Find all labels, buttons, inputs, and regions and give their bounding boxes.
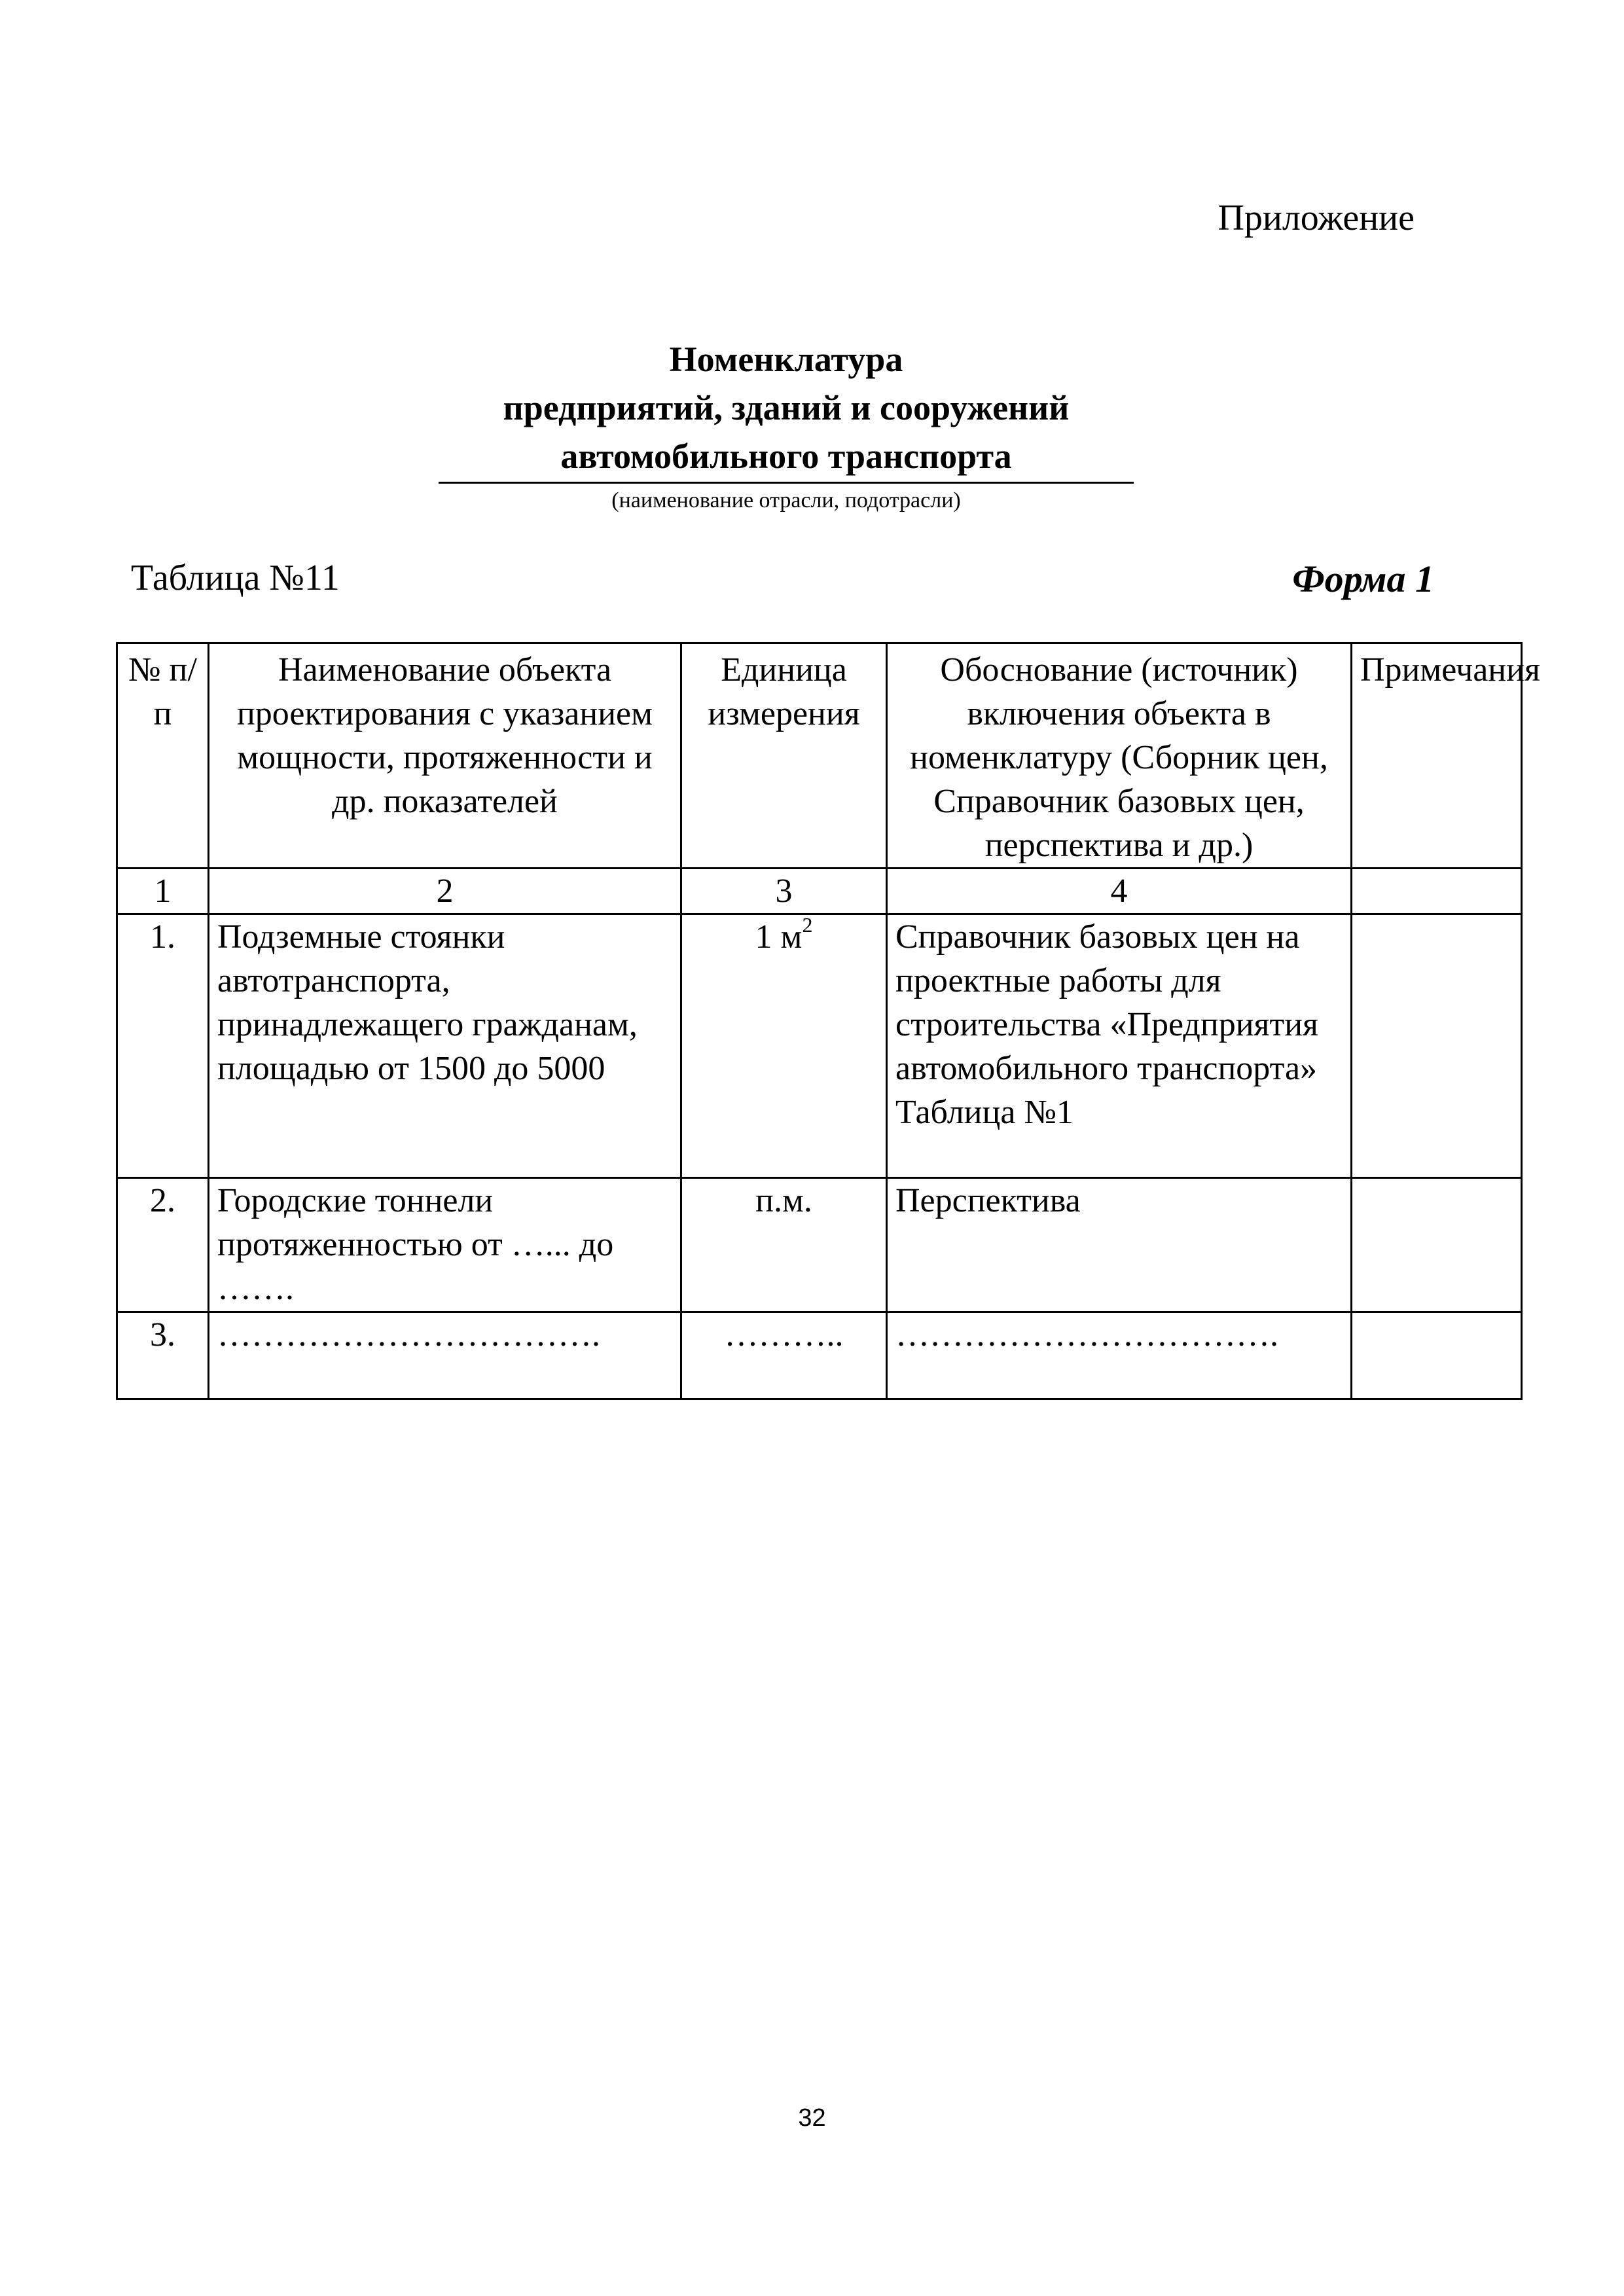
- title-line-3: автомобильного транспорта: [439, 432, 1134, 484]
- unit-text: 1 м: [755, 918, 803, 956]
- header-cell-unit: Единица измерения: [681, 643, 887, 869]
- unit-superscript: 2: [802, 912, 813, 937]
- row-source-cell: …………………………….: [887, 1312, 1352, 1399]
- row-note-cell: [1352, 914, 1522, 1178]
- header-cell-number: № п/п: [117, 643, 209, 869]
- column-number-cell: 2: [209, 869, 681, 914]
- page-number: 32: [798, 2104, 826, 2132]
- row-unit-cell: п.м.: [681, 1178, 887, 1312]
- form-label: Форма 1: [1292, 558, 1434, 600]
- nomenclature-table: [116, 642, 1540, 1400]
- title-caption: (наименование отрасли, подотрасли): [611, 488, 961, 512]
- table-row: [117, 1312, 1522, 1399]
- row-source-cell: Справочник базовых цен на проектные работы для строительства «Предприятия автомобильного транспорта» Таблица №1: [887, 914, 1352, 1178]
- row-note-cell: [1352, 1312, 1522, 1399]
- header-cell-name: Наименование объекта проектирования с указанием мощности, протяженности и др. показателей: [209, 643, 681, 869]
- table-row: [117, 914, 1522, 1178]
- row-number-cell: 1.: [117, 914, 209, 1178]
- column-number-cell: 4: [887, 869, 1352, 914]
- row-unit-cell: [681, 914, 887, 1178]
- table-header-row: [117, 643, 1522, 869]
- row-number-cell: 3.: [117, 1312, 209, 1399]
- row-note-cell: [1352, 1178, 1522, 1312]
- column-number-cell: 1: [117, 869, 209, 914]
- column-number-row: [117, 869, 1522, 914]
- row-source-cell: Перспектива: [887, 1178, 1352, 1312]
- row-name-cell: …………………………….: [209, 1312, 681, 1399]
- row-number-cell: 2.: [117, 1178, 209, 1312]
- column-number-cell: 3: [681, 869, 887, 914]
- table-row: [117, 1178, 1522, 1312]
- row-name-cell: Подземные стоянки автотранспорта, принадлежащего гражданам, площадью от 1500 до 5000: [209, 914, 681, 1178]
- title-line-1: Номенклатура: [669, 340, 903, 379]
- title-line-2: предприятий, зданий и сооружений: [503, 388, 1070, 427]
- document-title: [439, 335, 1134, 515]
- header-cell-notes: Примечания: [1352, 643, 1522, 869]
- header-cell-source: Обоснование (источник) включения объекта в номенклатуру (Сборник цен, Справочник базовых цен, перспектива и др.): [887, 643, 1352, 869]
- appendix-label: Приложение: [1218, 198, 1415, 238]
- row-name-cell: Городские тоннели протяженностью от …... до …….: [209, 1178, 681, 1312]
- column-number-cell: [1352, 869, 1522, 914]
- table-number: Таблица №11: [131, 558, 340, 598]
- row-unit-cell: ………..: [681, 1312, 887, 1399]
